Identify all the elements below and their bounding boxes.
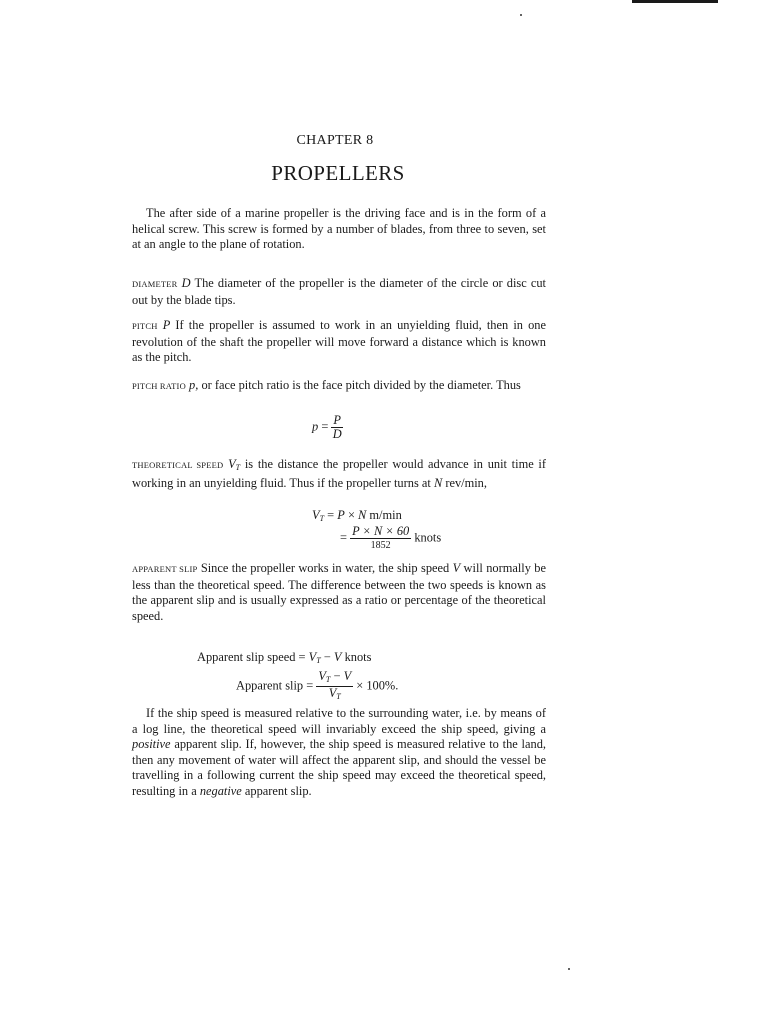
scan-speck <box>568 968 570 970</box>
apparent-slip-paragraph <box>132 561 546 624</box>
formula-revs: N <box>358 508 367 522</box>
formula-pitch: P <box>337 508 345 522</box>
closing-text-b: apparent slip. If, however, the ship speed is measured relative to the land, then any movement of water will affect the apparent slip, and should the vessel be travelling in a following current the ship speed may exceed the theoretical speed, resulting in a <box>132 737 546 798</box>
formula-vt: V <box>308 650 317 664</box>
intro-text: The after side of a marine propeller is the driving face and is in the form of a helical screw. This screw is formed by a number of blades, from three to seven, set at an angle to the plane of rotation. <box>132 206 546 252</box>
theoretical-speed-term: THEORETICAL SPEED <box>132 460 224 470</box>
den-vt: V <box>328 686 337 700</box>
formula-unit: knots <box>344 650 372 664</box>
formula-vt-subscript: T <box>316 656 321 665</box>
rev-symbol: N <box>433 475 443 490</box>
closing-text-a: If the ship speed is measured relative to the surrounding water, i.e. by means of a log line, the theoretical speed will invariably exceed the ship speed, giving a <box>132 706 546 736</box>
den-vt-subscript: T <box>336 692 341 701</box>
pitch-ratio-symbol: p, <box>189 378 199 392</box>
closing-text-c: apparent slip. <box>244 783 312 798</box>
fraction-denominator <box>316 687 353 703</box>
diameter-text: The diameter of the propeller is the diameter of the circle or disc cut out by the blade tips. <box>132 276 546 307</box>
negative-emphasis: negative <box>199 783 242 798</box>
fraction-numerator: P <box>333 413 341 427</box>
formula-unit: m/min <box>369 508 402 522</box>
diameter-paragraph <box>132 276 546 308</box>
fraction <box>331 414 343 441</box>
closing-paragraph <box>132 706 546 800</box>
scan-speck <box>520 14 522 16</box>
ship-speed-symbol: V <box>452 561 461 575</box>
formula-label: Apparent slip <box>236 678 304 693</box>
pitch-ratio-paragraph <box>132 378 546 395</box>
formula-times: × <box>347 508 355 522</box>
fraction-denominator: 1852 <box>370 540 391 551</box>
theoretical-speed-symbol: V <box>228 457 236 471</box>
num-vt: V <box>318 669 326 683</box>
formula-eq: = <box>306 678 314 693</box>
scan-edge-mark <box>632 0 718 3</box>
formula-eq: = <box>321 419 329 434</box>
theoretical-speed-subscript: T <box>235 463 241 472</box>
fraction-numerator: P × N × 60 <box>352 524 410 538</box>
fraction-numerator <box>316 670 353 687</box>
formula-v: V <box>333 650 342 664</box>
formula-slip-speed <box>197 650 371 665</box>
pitch-text: If the propeller is assumed to work in an unyielding fluid, then in one revolution of the shaft the propeller will move forward a distance which is known as the pitch. <box>132 318 546 365</box>
formula-lhs-subscript: T <box>319 514 325 523</box>
formula-vt-knots <box>340 525 441 552</box>
chapter-title: PROPELLERS <box>271 161 405 185</box>
theoretical-speed-text-b: rev/min, <box>445 475 487 490</box>
diameter-term: DIAMETER <box>132 279 178 289</box>
apparent-slip-term: APPARENT SLIP <box>132 564 198 574</box>
positive-emphasis: positive <box>132 737 171 752</box>
theoretical-speed-text-a: is the distance the propeller would advance in unit time if working in an unyielding fluid. Thus if the propeller turns at <box>132 457 546 490</box>
fraction <box>350 525 411 552</box>
formula-tail: × 100%. <box>356 678 399 693</box>
theoretical-speed-paragraph <box>132 457 546 491</box>
apparent-slip-text-a: Since the propeller works in water, the ship speed <box>200 561 450 575</box>
intro-paragraph <box>132 206 546 253</box>
num-vt-subscript: T <box>325 675 331 684</box>
pitch-ratio-term: PITCH RATIO <box>132 381 186 391</box>
diameter-symbol: D <box>181 276 191 290</box>
formula-eq: = <box>340 530 347 545</box>
formula-eq: = <box>298 650 306 664</box>
chapter-label: CHAPTER 8 <box>296 133 374 148</box>
pitch-paragraph <box>132 318 546 366</box>
formula-pitch-ratio <box>312 414 343 441</box>
formula-minus: − <box>323 650 331 664</box>
pitch-ratio-text: or face pitch ratio is the face pitch divided by the diameter. Thus <box>201 378 521 392</box>
fraction <box>316 670 353 703</box>
formula-lhs: V <box>312 508 320 522</box>
formula-slip <box>236 670 398 703</box>
formula-lhs: p <box>312 419 319 434</box>
pitch-term: PITCH <box>132 321 158 331</box>
formula-unit: knots <box>414 530 442 545</box>
fraction-denominator: D <box>332 427 342 441</box>
pitch-symbol: P <box>162 318 171 332</box>
num-minus: − <box>333 669 341 683</box>
formula-label: Apparent slip speed <box>197 650 296 664</box>
apparent-slip-text-b: will normally be less than the theoretical speed. The difference between the two speeds is known as the apparent slip and is usually expressed as a ratio or percentage of the theoretical speed. <box>132 561 546 623</box>
formula-vt-mmin <box>312 508 402 523</box>
num-v: V <box>343 669 352 683</box>
formula-eq: = <box>327 508 335 522</box>
